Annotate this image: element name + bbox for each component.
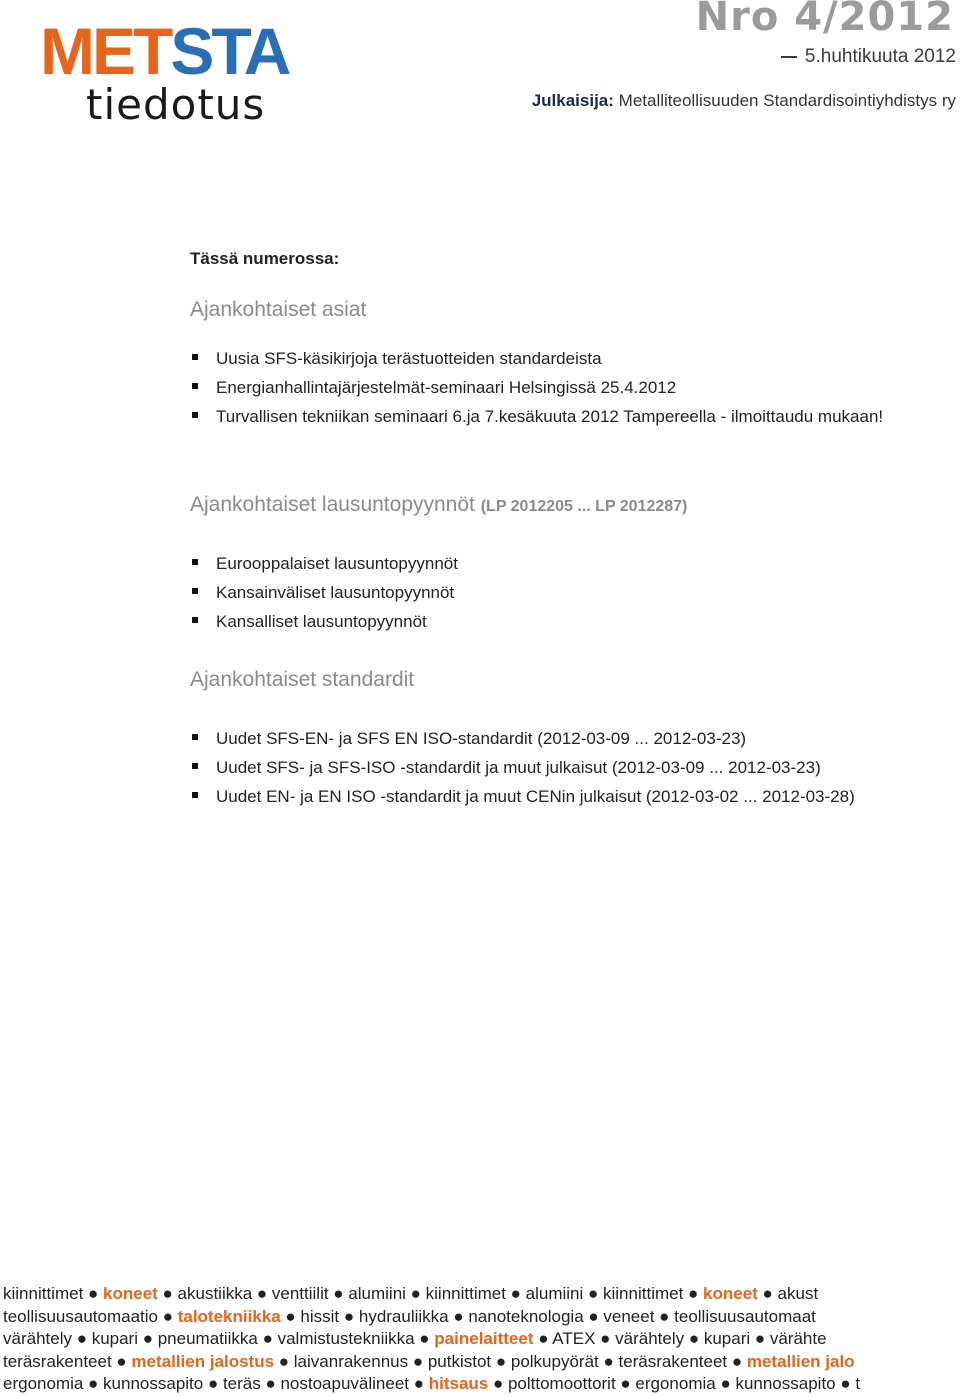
section-heading-standards [190,668,414,692]
list-item[interactable]: Uudet SFS- ja SFS-ISO -standardit ja muut julkaisut (2012-03-09 ... 2012-03-23) [190,753,930,782]
list-item[interactable]: Uudet SFS-EN- ja SFS EN ISO-standardit (2012-03-09 ... 2012-03-23) [190,724,930,753]
publisher [532,91,956,111]
date-dash [781,56,797,58]
tag-text: teräsrakenteet ● [3,1351,132,1371]
tag-text: ● ATEX ● värähtely ● kupari ● värähte [533,1329,827,1348]
tag-highlight: talotekniikka [177,1306,281,1326]
tag-text: ● akustiikka ● venttiilit ● alumiini ● kiinnittimet ● alumiini ● kiinnittimet ● [157,1284,704,1303]
tag-text: teollisuusautomaatio ● [3,1306,178,1326]
tag-text: ● polttomoottorit ● ergonomia ● kunnossapito ● t [488,1374,861,1393]
issue-date [781,46,956,68]
issue-date-text: 5.huhtikuuta 2012 [804,46,956,67]
section-list-comment-requests [190,549,930,636]
list-item[interactable]: Kansalliset lausuntopyynnöt [190,607,930,636]
svg-text:METSTA: METSTA [40,20,289,82]
publisher-name: Metalliteollisuuden Standardisointiyhdistys ry [618,91,956,110]
logo-subtitle: tiedotus [86,80,266,129]
tag-row [3,1306,960,1329]
tag-highlight: koneet [703,1284,758,1303]
tag-text: ergonomia ● kunnossapito ● teräs ● nostoapuvälineet ● [3,1374,429,1393]
section-heading-text: Ajankohtaiset standardit [190,668,415,691]
tag-highlight: painelaitteet [434,1329,534,1348]
section-heading-range: (LP 2012205 ... LP 2012287) [480,498,688,515]
section-heading-text: Ajankohtaiset asiat [190,298,367,321]
tag-highlight: metallien jalo [746,1351,855,1371]
section-list-current-issues [190,344,930,431]
tag-row [3,1328,960,1351]
tag-text: ● laivanrakennus ● putkistot ● polkupyörät ● teräsrakenteet ● [274,1351,747,1371]
tag-row [3,1351,960,1374]
tag-row [3,1283,960,1306]
tag-highlight: koneet [103,1284,158,1303]
tag-text: ● akust [757,1284,819,1303]
tag-highlight: hitsaus [428,1374,489,1393]
list-item[interactable]: Eurooppalaiset lausuntopyynnöt [190,549,930,578]
list-item[interactable]: Kansainväliset lausuntopyynnöt [190,578,930,607]
tag-text: ● hissit ● hydrauliikka ● nanoteknologia ● veneet ● teollisuusautomaat [280,1306,816,1326]
section-heading-text: Ajankohtaiset lausuntopyynnöt [190,493,475,516]
list-item[interactable]: Turvallisen tekniikan seminaari 6.ja 7.kesäkuuta 2012 Tampereella - ilmoittaudu mukaan! [190,402,906,431]
metsta-logo [40,20,300,82]
section-heading-comment-requests [190,493,687,517]
list-item[interactable]: Uudet EN- ja EN ISO -standardit ja muut CENin julkaisut (2012-03-02 ... 2012-03-28) [190,782,930,811]
tag-text: värähtely ● kupari ● pneumatiikka ● valmistustekniikka ● [3,1329,435,1348]
tag-highlight: metallien jalostus [131,1351,275,1371]
issue-number: Nro 4/2012 [695,0,954,40]
publisher-label: Julkaisija: [531,91,614,110]
section-list-standards [190,724,930,811]
section-heading-current-issues [190,298,366,322]
list-item[interactable]: Energianhallintajärjestelmät-seminaari Helsingissä 25.4.2012 [190,373,930,402]
topic-tag-cloud [3,1283,960,1396]
contents-title: Tässä numerossa: [190,249,340,268]
list-item[interactable]: Uusia SFS-käsikirjoja terästuotteiden standardeista [190,344,930,373]
tag-row [3,1373,960,1396]
tag-text: kiinnittimet ● [3,1284,104,1303]
